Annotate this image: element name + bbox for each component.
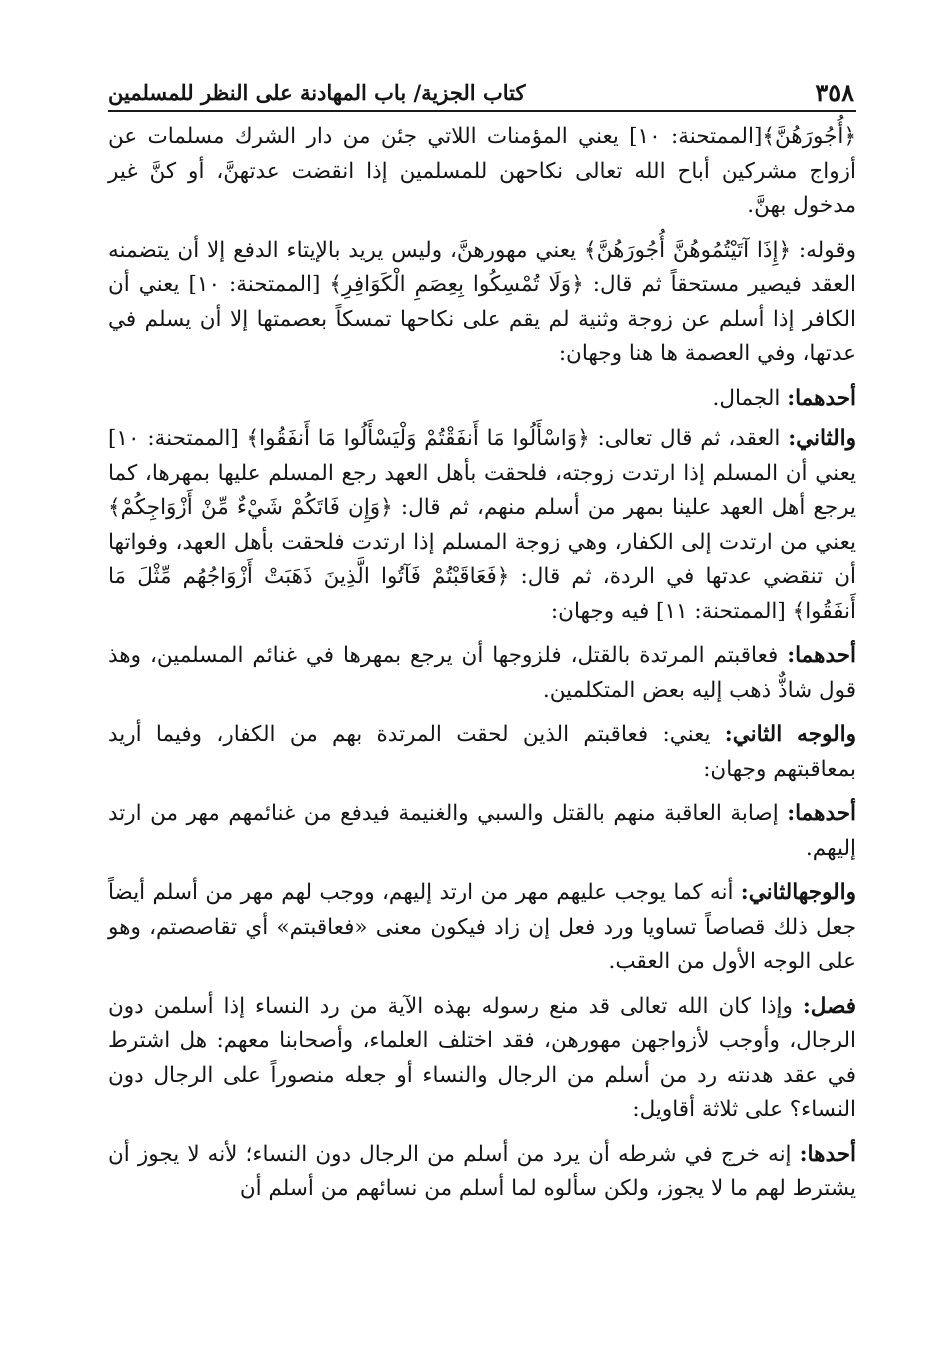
paragraph-text: إنه خرج في شرطه أن يرد من أسلم من الرجال دون النساء؛ لأنه لا يجوز أن يشترط لهم ما لا يجوز، ولكن سألوه لما أسلم من نسائهم من أسلم أن (108, 1141, 856, 1201)
paragraph (108, 382, 856, 417)
paragraph (108, 876, 856, 980)
running-title: كتاب الجزية/ باب المهادنة على النظر للمسلمين (108, 80, 533, 105)
paragraph-text: يعني: فعاقبتم الذين لحقت المرتدة بهم من الكفار، وفيما أريد بمعاقبتهم وجهان: (108, 722, 856, 782)
paragraph (108, 797, 856, 866)
paragraph-text: وقوله: ﴿إِذَا آتَيْتُمُوهُنَّ أُجُورَهُنَّ﴾ يعني مهورهنَّ، وليس يريد بالإيتاء الدفع إلا أن يتضمنه العقد فيصير مستحقاً ثم قال: ﴿وَلَا تُمْسِكُوا بِعِصَمِ الْكَوَافِرِ﴾ [الممتحنة: ١٠] يعني أن الكافر إذا أسلم عن زوجة وثنية لم يقم على نكاحها تمسكاً بعصمتها إلا أن يسلم في عدتها، وفي العصمة ها هنا وجهان: (108, 237, 856, 366)
paragraph (108, 120, 856, 224)
paragraph-text: العقد، ثم قال تعالى: ﴿وَاسْأَلُوا مَا أَنفَقْتُمْ وَلْيَسْأَلُوا مَا أَنفَقُوا﴾ [الممتحنة: ١٠] يعني أن المسلم إذا ارتدت زوجته، فلحقت بأهل العهد رجع المسلم عليها بمهرها، كما يرجع أهل العهد علينا بمهر من أسلم منهم، ثم قال: ﴿وَإِن فَاتَكُمْ شَيْءٌ مِّنْ أَزْوَاجِكُمْ﴾ يعني من ارتدت إلى الكفار، وهي زوجة المسلم إذا ارتدت فلحقت بأهل العهد، وفواتها أن تنقضي عدتها في الردة، ثم قال: ﴿فَعَاقَبْتُمْ فَآتُوا الَّذِينَ ذَهَبَتْ أَزْوَاجُهُم مِّثْلَ مَا أَنفَقُوا﴾ [الممتحنة: ١١] فيه وجهان: (108, 426, 857, 624)
page-header (108, 70, 856, 112)
paragraph-lead: والوجهالثاني: (740, 880, 856, 905)
paragraph-lead: أحدها: (799, 1141, 856, 1167)
paragraph-lead: أحدهما: (787, 643, 856, 668)
body-text (108, 120, 856, 1207)
paragraph-lead: والثاني: (788, 426, 856, 451)
paragraph (108, 1138, 856, 1207)
paragraph (108, 422, 856, 629)
paragraph (108, 234, 856, 372)
paragraph-text: أنه كما يوجب عليهم مهر من ارتد إليهم، ووجب لهم مهر من أسلم أيضاً جعل ذلك قصاصاً تساويا ورد فعل إن زاد فيكون معنى «فعاقبتم» أي تقاصصتم، وهو على الوجه الأول من العقب. (108, 880, 856, 974)
paragraph-text: ﴿أُجُورَهُنَّ﴾[الممتحنة: ١٠] يعني المؤمنات اللاتي جئن من دار الشرك مسلمات عن أزواج مشركين أباح الله تعالى نكاحهن للمسلمين إذا انقضت عدتهنَّ، أو كنَّ غير مدخول بهنَّ. (108, 124, 856, 218)
paragraph (108, 639, 856, 708)
paragraph (108, 990, 856, 1128)
paragraph-lead: فصل: (802, 993, 856, 1019)
paragraph (108, 718, 856, 787)
paragraph-text: الجمال. (712, 385, 788, 411)
paragraph-lead: والوجه الثاني: (724, 722, 856, 747)
paragraph-text: وإذا كان الله تعالى قد منع رسوله بهذه الآية من رد النساء إذا أسلمن دون الرجال، وأوجب لأزواجهن مهورهن، فقد اختلف العلماء، وأصحابنا معهم: هل اشترط في عقد هدنته رد من أسلم من الرجال والنساء أو جعله منصوراً على الرجال دون النساء؟ على ثلاثة أقاويل: (108, 993, 856, 1122)
page-number: ٣٥٨ (815, 78, 854, 107)
paragraph-lead: أحدهما: (787, 801, 856, 826)
paragraph-lead: أحدهما: (787, 385, 856, 411)
paragraph-text: إصابة العاقبة منهم بالقتل والسبي والغنيمة فيدفع من غنائمهم مهر من ارتد إليهم. (108, 801, 856, 861)
paragraph-text: فعاقبتم المرتدة بالقتل، فلزوجها أن يرجع بمهرها في غنائم المسلمين، وهذ قول شاذٌّ ذهب إليه بعض المتكلمين. (108, 643, 856, 703)
